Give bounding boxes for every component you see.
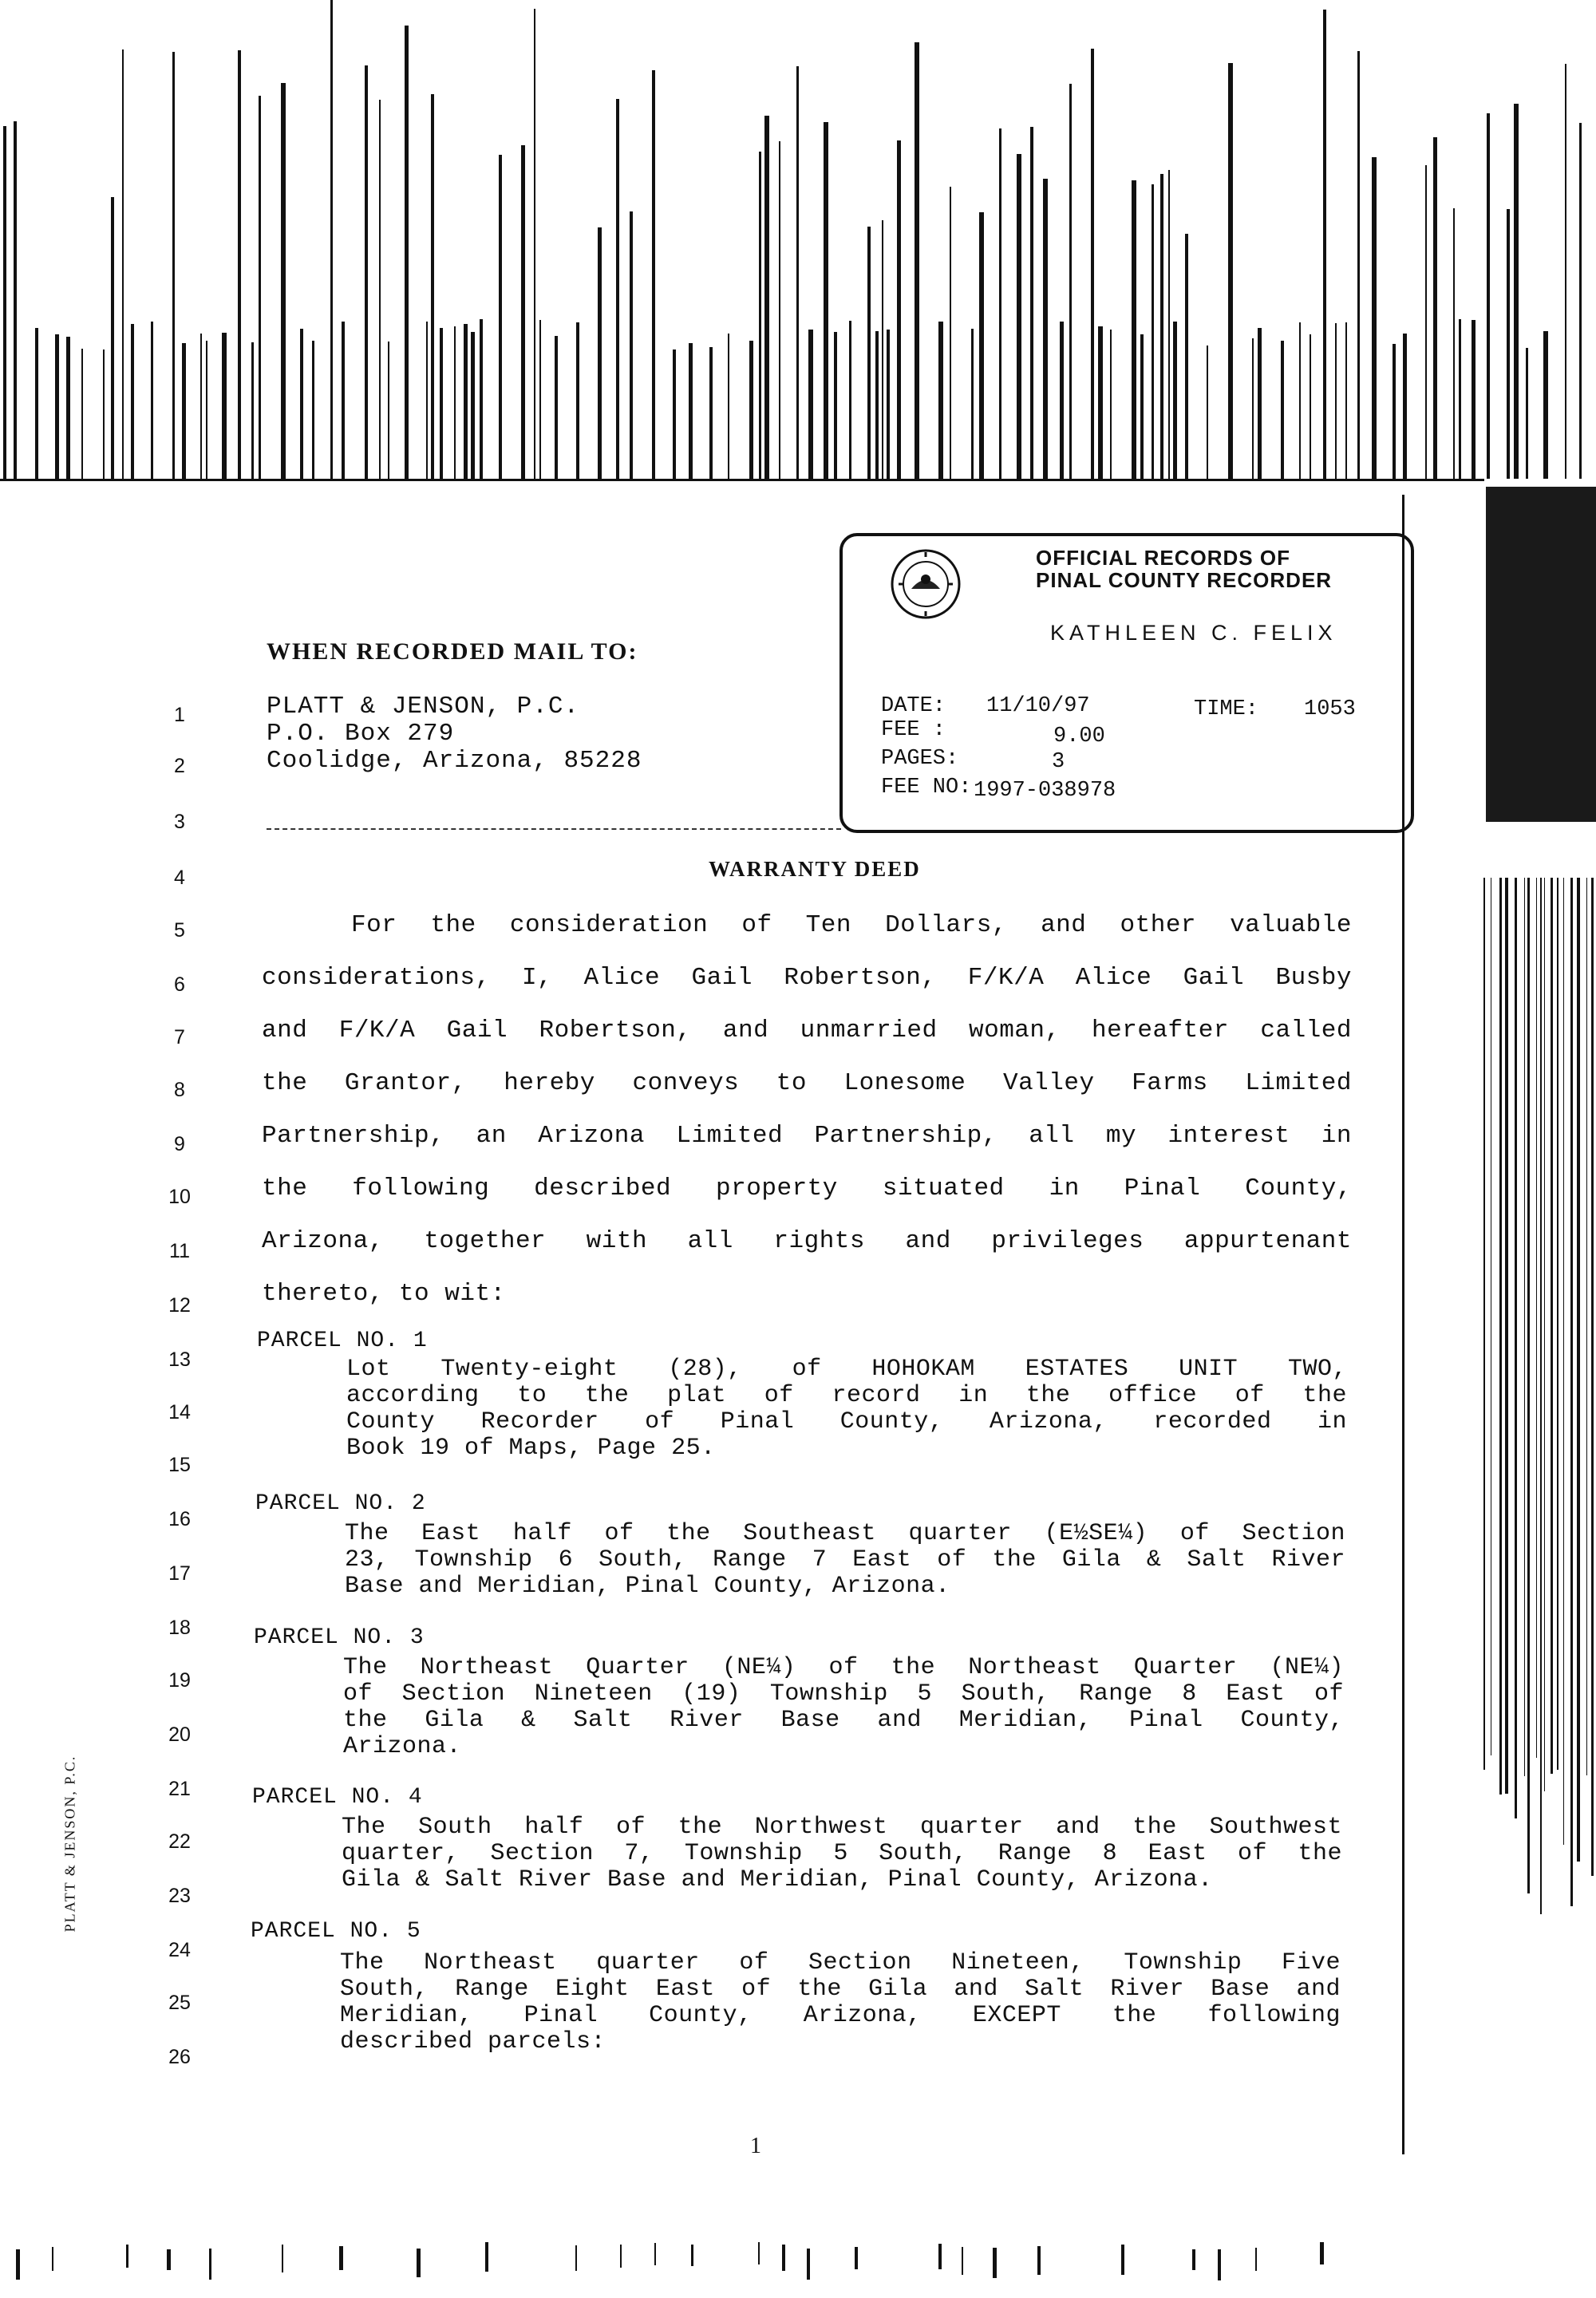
barcode-bar xyxy=(1310,334,1311,479)
parcel-line: The Northeast quarter of Section Nineteen, Township Five xyxy=(340,1949,1341,1976)
barcode-bar xyxy=(938,2244,942,2269)
barcode-bar xyxy=(950,187,951,479)
barcode-bar xyxy=(834,332,837,479)
barcode-bar xyxy=(1140,334,1144,479)
line-number: 2 xyxy=(174,755,185,777)
barcode-bar xyxy=(339,2246,343,2270)
line-number: 20 xyxy=(168,1724,191,1746)
barcode-bar xyxy=(282,2245,283,2272)
barcode-bar xyxy=(539,320,541,479)
barcode-bar xyxy=(111,197,114,479)
line-number: 19 xyxy=(168,1669,191,1692)
mail-to-line2: P.O. Box 279 xyxy=(267,720,455,748)
barcode-bar xyxy=(200,334,202,479)
scan-strip-line xyxy=(1505,878,1508,1794)
barcode-bar xyxy=(555,336,558,479)
barcode-bar xyxy=(1433,137,1437,479)
barcode-bar xyxy=(807,2249,810,2280)
barcode-bar xyxy=(1565,64,1566,479)
parcel-heading: PARCEL NO. 1 xyxy=(257,1329,428,1353)
stamp-fee-label: FEE : xyxy=(881,718,946,742)
barcode-bar xyxy=(993,2248,997,2278)
parcel-line: of Section Nineteen (19) Township 5 South, Range 8 East of xyxy=(343,1680,1344,1708)
barcode-bar xyxy=(867,227,871,479)
scan-strip-line xyxy=(1551,878,1553,1774)
stamp-fee-value: 9.00 xyxy=(1053,725,1105,748)
barcode-bar xyxy=(151,322,153,479)
parcel-line: Gila & Salt River Base and Meridian, Pinal County, Arizona. xyxy=(342,1866,1213,1893)
barcode-bar xyxy=(521,145,525,479)
barcode-bar xyxy=(1459,319,1461,479)
barcode-bar xyxy=(1487,113,1490,479)
barcode-bar xyxy=(759,152,761,479)
barcode-bar xyxy=(499,155,502,479)
barcode-bar xyxy=(1335,323,1337,479)
barcode-bar xyxy=(103,349,105,479)
barcode-bar xyxy=(887,330,890,479)
parcel-line: The Northeast Quarter (NE¼) of the Northeast Quarter (NE¼) xyxy=(343,1654,1344,1681)
parcel-line: 23, Township 6 South, Range 7 East of the Gila & Salt River xyxy=(345,1546,1345,1573)
barcode-bar xyxy=(1453,208,1455,479)
barcode-bar xyxy=(1192,2249,1195,2270)
barcode-bar xyxy=(1507,209,1510,479)
stamp-title-line2: PINAL COUNTY RECORDER xyxy=(1036,568,1333,592)
parcel-description xyxy=(345,1521,1345,1600)
right-scan-strip xyxy=(1486,487,1596,822)
parcel-line: South, Range Eight East of the Gila and Salt River Base and xyxy=(340,1976,1341,2003)
right-scan-strip-lines xyxy=(1480,878,1596,1923)
line-number: 11 xyxy=(169,1240,190,1262)
scan-strip-line xyxy=(1577,878,1580,1862)
scan-strip-line xyxy=(1563,878,1564,1845)
barcode-bar xyxy=(673,349,676,479)
barcode-bar xyxy=(1526,348,1528,479)
barcode-bar xyxy=(1543,331,1548,479)
body-line-5: Partnership, an Arizona Limited Partnership, all my interest in xyxy=(262,1122,1352,1150)
barcode-bar xyxy=(1372,157,1377,479)
barcode-bar xyxy=(1425,165,1427,479)
barcode-bar xyxy=(962,2247,963,2275)
barcode-bar xyxy=(209,2249,211,2280)
line-number: 18 xyxy=(168,1617,191,1639)
barcode-bar xyxy=(764,116,769,479)
barcode-bar xyxy=(1043,179,1048,479)
barcode-bar xyxy=(238,50,241,479)
body-line-2: considerations, I, Alice Gail Robertson, F/K/A Alice Gail Busby xyxy=(262,964,1352,992)
body-line-8: thereto, to wit: xyxy=(262,1280,506,1308)
stamp-fee-no-label: FEE NO: xyxy=(881,776,972,800)
scan-strip-line xyxy=(1540,878,1542,1914)
parcel-heading: PARCEL NO. 3 xyxy=(254,1625,425,1650)
barcode-bar xyxy=(206,341,207,479)
margin-stamp: PLATT & JENSON, P.C. xyxy=(61,1755,78,1933)
barcode-bar xyxy=(620,2245,622,2268)
barcode-bar xyxy=(81,349,83,479)
parcel-line: Book 19 of Maps, Page 25. xyxy=(346,1435,716,1462)
barcode-bar xyxy=(598,227,602,479)
barcode-bar xyxy=(426,322,428,479)
body-line-6: the following described property situated in Pinal County, xyxy=(262,1175,1352,1202)
barcode-bar xyxy=(652,70,655,479)
parcel-heading: PARCEL NO. 5 xyxy=(251,1919,421,1944)
barcode-bar xyxy=(365,65,368,479)
barcode-bar xyxy=(52,2247,53,2271)
stamp-title-line1: OFFICIAL RECORDS OF xyxy=(1036,546,1290,570)
mail-to-divider xyxy=(267,828,841,830)
barcode-bar xyxy=(534,9,535,479)
barcode-bar xyxy=(689,343,693,479)
barcode-bar xyxy=(897,140,901,479)
parcel-line: The East half of the Southeast quarter (E½SE¼) of Section xyxy=(345,1520,1345,1547)
stamp-date-label: DATE: xyxy=(881,694,946,718)
line-number: 21 xyxy=(168,1778,191,1800)
barcode-bar xyxy=(1091,49,1094,479)
barcode-bar xyxy=(167,2249,171,2270)
scan-strip-line xyxy=(1586,878,1587,1775)
barcode-bar xyxy=(938,322,943,479)
barcode-bar xyxy=(122,49,124,479)
scan-strip-line xyxy=(1557,878,1558,1770)
county-seal-icon xyxy=(889,547,962,621)
barcode-bar xyxy=(281,83,286,479)
barcode-bar xyxy=(1579,123,1582,479)
parcel-line: quarter, Section 7, Township 5 South, Range 8 East of the xyxy=(342,1840,1342,1867)
mail-to-heading: WHEN RECORDED MAIL TO: xyxy=(267,638,638,665)
line-number: 22 xyxy=(168,1830,191,1853)
stamp-time-label: TIME: xyxy=(1194,697,1259,721)
line-number: 26 xyxy=(168,2046,191,2068)
barcode-bar xyxy=(654,2243,656,2265)
barcode-bar xyxy=(875,331,879,479)
barcode-bar xyxy=(14,121,17,479)
barcode-bar xyxy=(66,337,70,479)
barcode-bar xyxy=(388,342,389,479)
barcode-bar xyxy=(126,2245,128,2268)
barcode-bar xyxy=(796,66,799,479)
line-number: 6 xyxy=(174,973,185,996)
barcode-bar xyxy=(454,326,456,479)
barcode-bar xyxy=(1207,345,1208,479)
barcode-bar xyxy=(1037,2246,1041,2275)
line-number: 12 xyxy=(168,1294,191,1317)
body-line-7: Arizona, together with all rights and privileges appurtenant xyxy=(262,1227,1352,1255)
parcel-description xyxy=(340,1950,1341,2055)
barcode-bar xyxy=(1514,104,1519,479)
scan-strip-line xyxy=(1544,878,1545,1791)
barcode-bar xyxy=(691,2245,693,2266)
scan-strip-line xyxy=(1524,878,1525,1776)
barcode-bar xyxy=(440,328,443,479)
barcode-bar xyxy=(35,328,38,479)
barcode-bar xyxy=(1160,174,1163,479)
parcel-heading: PARCEL NO. 4 xyxy=(252,1785,423,1810)
line-number: 5 xyxy=(174,919,185,942)
line-number: 1 xyxy=(174,704,185,726)
barcode-bar xyxy=(1060,322,1064,479)
barcode-bar xyxy=(330,0,333,479)
line-number: 4 xyxy=(174,867,185,889)
parcel-line: Arizona. xyxy=(343,1733,462,1760)
line-number: 14 xyxy=(168,1401,191,1423)
line-number: 8 xyxy=(174,1079,185,1101)
barcode-bar xyxy=(1098,326,1103,479)
scan-strip-line xyxy=(1591,878,1594,1876)
barcode-bar xyxy=(1168,170,1170,479)
barcode-bar xyxy=(758,2242,760,2264)
line-number: 13 xyxy=(168,1348,191,1371)
barcode-bar xyxy=(251,342,254,479)
scan-strip-line xyxy=(1515,878,1517,1818)
barcode-bar xyxy=(1252,338,1254,479)
barcode-bar xyxy=(1393,344,1396,479)
barcode-bar xyxy=(979,212,984,479)
line-number: 9 xyxy=(174,1133,185,1155)
line-number: 24 xyxy=(168,1939,191,1961)
bottom-barcode xyxy=(0,2234,1596,2282)
barcode-bar xyxy=(779,141,780,479)
barcode-bar xyxy=(379,100,381,479)
barcode-bar xyxy=(1345,322,1347,479)
barcode-bar xyxy=(915,42,919,479)
barcode-bar xyxy=(312,341,314,479)
barcode-bar xyxy=(55,334,59,479)
parcel-line: Base and Meridian, Pinal County, Arizona. xyxy=(345,1573,950,1600)
parcel-description xyxy=(346,1356,1347,1462)
barcode-bar xyxy=(824,122,828,479)
barcode-bar xyxy=(1152,184,1154,479)
line-number: 16 xyxy=(168,1508,191,1530)
barcode-bar xyxy=(709,347,713,479)
barcode-bar xyxy=(971,329,974,479)
body-line-1: For the consideration of Ten Dollars, and other valuable xyxy=(351,911,1352,939)
line-number: 25 xyxy=(168,1992,191,2014)
barcode-bar xyxy=(1320,2242,1324,2264)
parcel-description xyxy=(342,1814,1342,1893)
scan-strip-line xyxy=(1536,878,1537,1758)
barcode-bar xyxy=(749,341,753,479)
top-scan-rule xyxy=(0,479,1484,481)
barcode-bar xyxy=(849,321,851,479)
page-number: 1 xyxy=(750,2134,761,2158)
document-title: WARRANTY DEED xyxy=(709,857,921,881)
barcode-bar xyxy=(405,26,409,479)
stamp-date-value: 11/10/97 xyxy=(986,694,1090,718)
parcel-line: The South half of the Northwest quarter and the Southwest xyxy=(342,1814,1342,1841)
parcel-line: Meridian, Pinal County, Arizona, EXCEPT the following xyxy=(340,2002,1341,2029)
barcode-bar xyxy=(999,128,1001,479)
barcode-bar xyxy=(1255,2248,1257,2271)
parcel-line: the Gila & Salt River Base and Meridian, Pinal County, xyxy=(343,1707,1344,1734)
barcode-bar xyxy=(471,332,475,479)
barcode-bar xyxy=(1121,2245,1124,2275)
barcode-bar xyxy=(222,333,227,479)
barcode-bar xyxy=(480,319,483,479)
barcode-bar xyxy=(172,52,175,479)
parcel-heading: PARCEL NO. 2 xyxy=(255,1491,426,1516)
stamp-recorder-name: KATHLEEN C. FELIX xyxy=(1050,621,1337,645)
line-number: 15 xyxy=(168,1454,191,1476)
barcode-bar xyxy=(1299,322,1301,479)
barcode-bar xyxy=(485,2242,488,2272)
line-number: 3 xyxy=(174,811,185,833)
barcode-bar xyxy=(1323,10,1326,479)
barcode-bar xyxy=(259,96,261,479)
barcode-bar xyxy=(1472,320,1476,479)
barcode-bar xyxy=(1281,341,1284,479)
line-number: 23 xyxy=(168,1885,191,1907)
barcode-bar xyxy=(855,2247,858,2269)
stamp-pages-label: PAGES: xyxy=(881,747,959,771)
barcode-bar xyxy=(576,322,579,479)
line-number: 7 xyxy=(174,1026,185,1048)
barcode-bar xyxy=(808,330,813,479)
barcode-bar xyxy=(417,2249,421,2277)
barcode-bar xyxy=(1403,334,1407,479)
parcel-line: Lot Twenty-eight (28), of HOHOKAM ESTATES UNIT TWO, xyxy=(346,1356,1347,1383)
barcode-bar xyxy=(1228,63,1233,479)
barcode-bar xyxy=(1110,330,1112,479)
barcode-bar xyxy=(1173,322,1177,479)
parcel-line: described parcels: xyxy=(340,2028,606,2055)
barcode-bar xyxy=(300,329,303,479)
mail-to-line1: PLATT & JENSON, P.C. xyxy=(267,693,580,721)
barcode-bar xyxy=(630,211,633,479)
barcode-bar xyxy=(728,334,729,479)
barcode-bar xyxy=(464,324,468,479)
barcode-bar xyxy=(182,343,186,479)
barcode-bar xyxy=(1357,51,1360,479)
body-line-3: and F/K/A Gail Robertson, and unmarried woman, hereafter called xyxy=(262,1017,1352,1044)
barcode-bar xyxy=(1185,234,1188,479)
barcode-bar xyxy=(1030,127,1033,479)
barcode-bar xyxy=(575,2245,577,2271)
scan-strip-line xyxy=(1527,878,1530,1893)
body-line-4: the Grantor, hereby conveys to Lonesome Valley Farms Limited xyxy=(262,1069,1352,1097)
mail-to-line3: Coolidge, Arizona, 85228 xyxy=(267,747,642,775)
barcode-bar xyxy=(3,126,6,479)
barcode-bar xyxy=(1069,84,1072,479)
parcel-description xyxy=(343,1655,1344,1760)
parcel-line: according to the plat of record in the office of the xyxy=(346,1382,1347,1409)
barcode-bar xyxy=(1017,154,1021,479)
parcel-line: County Recorder of Pinal County, Arizona, recorded in xyxy=(346,1408,1347,1435)
barcode-bar xyxy=(882,220,883,479)
barcode-bar xyxy=(16,2249,20,2280)
stamp-pages-value: 3 xyxy=(1052,750,1065,774)
scan-strip-line xyxy=(1483,878,1485,1770)
barcode-bar xyxy=(342,322,345,479)
barcode-bar xyxy=(1132,180,1136,479)
line-number: 17 xyxy=(168,1562,191,1585)
barcode-bar xyxy=(1218,2249,1221,2280)
stamp-time-value: 1053 xyxy=(1304,697,1356,721)
barcode-bar xyxy=(1258,328,1262,479)
scan-strip-line xyxy=(1499,878,1502,1795)
barcode-bar xyxy=(616,99,619,479)
scan-strip-line xyxy=(1570,878,1573,1906)
line-number: 10 xyxy=(168,1186,191,1208)
barcode-bar xyxy=(431,94,434,479)
barcode-bar xyxy=(782,2245,785,2271)
top-barcode xyxy=(0,0,1596,487)
stamp-fee-no-value: 1997-038978 xyxy=(974,779,1116,803)
barcode-bar xyxy=(131,324,134,479)
